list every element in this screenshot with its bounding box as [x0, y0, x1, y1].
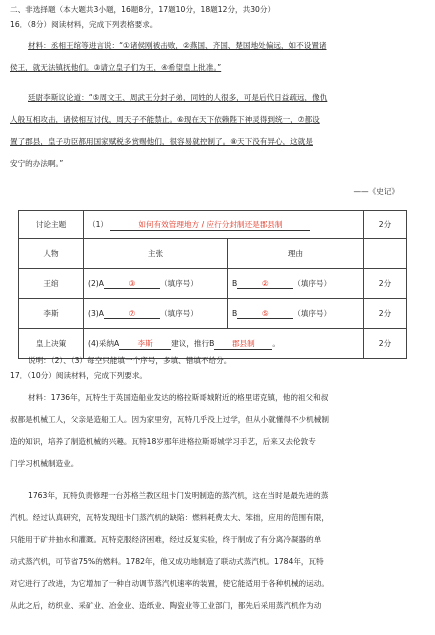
answer-table: [18, 210, 407, 359]
score-cell: 2分: [364, 269, 407, 299]
position-cell: (3)A ⑦ （填序号）: [84, 299, 228, 329]
reason-cell: B ⑤ （填序号）: [228, 299, 364, 329]
material2-line2: 叔都是机械工人，父亲是造船工人。因为家里穷，瓦特几乎没上过学，但从小就懂得不少机械制: [10, 415, 329, 424]
question-16-title: 16．（8分）阅读材料，完成下列表格要求。: [10, 20, 158, 29]
table-row: [19, 269, 407, 299]
answer-blank[interactable]: 李斯: [119, 338, 171, 350]
answer-blank[interactable]: ②: [237, 279, 293, 289]
material1-line1: 材料：丞相王绾等进言说：“①诸侯刚被击败，②燕国、齐国、楚国地处偏远，如不设置诸: [28, 41, 327, 50]
material1-line5: 置了郡县，皇子功臣都用国家赋税多赏赐他们，很容易就控制了。⑧天下没有异心，这就是: [10, 137, 313, 146]
topic-cell: （1） 如何有效管理地方 / 应行分封制还是郡县制: [84, 211, 364, 239]
score-cell: 2分: [364, 211, 407, 239]
material1-line3: 廷尉李斯议论道：“⑤周文王、周武王分封子弟，同姓的人很多，可是后代日益疏远，像仇: [28, 93, 328, 102]
material2-line7: 只能用于矿井抽水和灌溉。瓦特克服经济困难，经过反复实验，终于制成了有分离冷凝器的单: [10, 535, 322, 544]
person-wang-wan: 王绾: [19, 269, 84, 299]
table-row: [19, 211, 407, 239]
material1-line2: 侯王，就无法镇抚他们。③请立皇子们为王，④希望皇上批准。”: [10, 63, 222, 72]
material2-line1: 材料：1736年，瓦特生于英国造船业发达的格拉斯哥城附近的格里诺克镇，他的祖父和叔: [28, 393, 329, 402]
position-cell: (2)A ③ （填序号）: [84, 269, 228, 299]
material2-line10: 从此之后，纺织业、采矿业、冶金业、造纸业、陶瓷业等工业部门，都先后采用蒸汽机作为动: [10, 601, 322, 610]
head-position: 主张: [84, 239, 228, 269]
section-title: 二、非选择题（本大题共3小题，16题8分，17题10分，18题12分，共30分）: [10, 5, 276, 14]
material2-line9: 对它进行了改进，为它增加了一种自动调节蒸汽机速率的装置，使它能适用于各种机械的运动。: [10, 579, 329, 588]
material2-line5: 1763年，瓦特负责修理一台苏格兰教区纽卡门发明制造的蒸汽机，这在当时是最先进的蒸: [28, 491, 329, 500]
answer-blank[interactable]: 郡县制: [214, 338, 272, 350]
topic-answer[interactable]: 如何有效管理地方 / 应行分封制还是郡县制: [110, 219, 310, 231]
topic-label: 讨论主题: [19, 211, 84, 239]
score-cell: [364, 239, 407, 269]
source-citation: ——《史记》: [353, 187, 399, 196]
table-note: 说明：（2）、（3）每空只能填一个序号，多填、错填不给分。: [28, 356, 232, 365]
material2-line8: 动式蒸汽机，可节省75%的燃料。1782年，他又成功地制造了联动式蒸汽机。1784年，瓦特: [10, 557, 324, 566]
decision-cell: (4)采纳A 李斯 建议，推行B 郡县制 。: [84, 329, 364, 359]
answer-blank[interactable]: ⑤: [237, 309, 293, 319]
head-reason: 理由: [228, 239, 364, 269]
reason-cell: B ② （填序号）: [228, 269, 364, 299]
material1-line6: 安宁的办法啊。”: [10, 159, 64, 168]
person-li-si: 李斯: [19, 299, 84, 329]
material2-line6: 汽机。经过认真研究，瓦特发现纽卡门蒸汽机的缺陷：燃料耗费太大、笨拙，应用的范围有限，: [10, 513, 329, 522]
answer-blank[interactable]: ⑦: [104, 309, 160, 319]
score-cell: 2分: [364, 299, 407, 329]
table-row: [19, 239, 407, 269]
question-17-title: 17．（10分）阅读材料，完成下列要求。: [10, 371, 148, 380]
table-row: [19, 329, 407, 359]
material1-line4: 人般互相攻击，诸侯相互讨伐，周天子不能禁止。⑥现在天下依赖陛下神灵得到统一，⑦都设: [10, 115, 320, 124]
material2-line3: 造的知识，培养了制造机械的兴趣。瓦特18岁那年进格拉斯哥城学习手艺，后来又去伦敦专: [10, 437, 316, 446]
table-row: [19, 299, 407, 329]
person-emperor: 皇上决策: [19, 329, 84, 359]
material2-line4: 门学习机械制造业。: [10, 459, 79, 468]
score-cell: 2分: [364, 329, 407, 359]
answer-blank[interactable]: ③: [104, 279, 160, 289]
head-person: 人物: [19, 239, 84, 269]
